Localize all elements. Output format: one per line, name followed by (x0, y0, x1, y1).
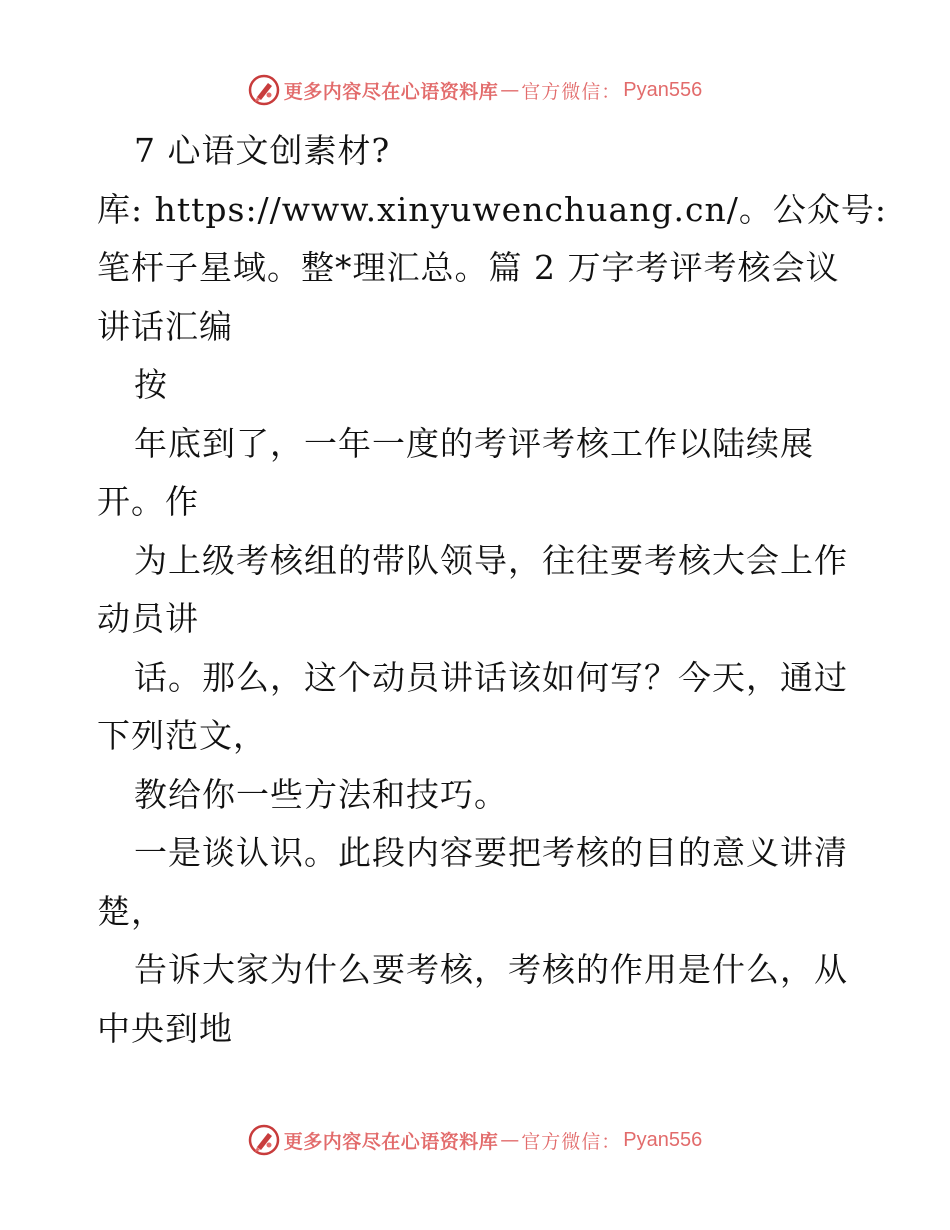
footer-dash: — (500, 1129, 520, 1151)
header-slogan: 更多内容尽在心语资料库 (283, 80, 499, 103)
pen-logo-icon (248, 1124, 280, 1156)
text-line: 按 (134, 365, 168, 404)
text-line: 7 心语文创素材? (134, 131, 391, 170)
header-wechat-label: 官方微信： (521, 80, 622, 103)
text-line: 笔杆子星域。整*理汇总。篇 2 万字考评考核会议 (97, 248, 840, 287)
text-line: 告诉大家为什么要考核，考核的作用是什么，从 (134, 950, 848, 989)
header-banner (0, 70, 950, 110)
text-line: 话。那么，这个动员讲话该如何写？今天，通过 (134, 657, 848, 697)
footer-wechat-label: 官方微信： (521, 1130, 622, 1153)
text-line: 讲话汇编 (97, 306, 233, 346)
footer-banner (0, 1120, 950, 1160)
document-body (97, 122, 887, 1058)
footer-slogan: 更多内容尽在心语资料库 (283, 1130, 499, 1153)
text-line: 库: https://www.xinyuwenchuang.cn/。公众号: (97, 189, 887, 229)
text-line: 年底到了，一年一度的考评考核工作以陆续展 (134, 423, 814, 463)
text-line: 中央到地 (97, 1008, 233, 1048)
text-line: 动员讲 (97, 599, 199, 638)
header-dash: — (500, 79, 520, 101)
text-line: 一是谈认识。此段内容要把考核的目的意义讲清 (134, 833, 848, 872)
text-line: 为上级考核组的带队领导，往往要考核大会上作 (134, 540, 848, 580)
pen-logo-icon (248, 74, 280, 106)
text-line: 楚， (97, 891, 165, 931)
footer-wechat-id: Pyan556 (623, 1128, 703, 1151)
text-line: 教给你一些方法和技巧。 (134, 774, 508, 814)
text-line: 下列范文， (97, 716, 267, 755)
header-wechat-id: Pyan556 (623, 78, 703, 101)
text-line: 开。作 (97, 482, 199, 521)
